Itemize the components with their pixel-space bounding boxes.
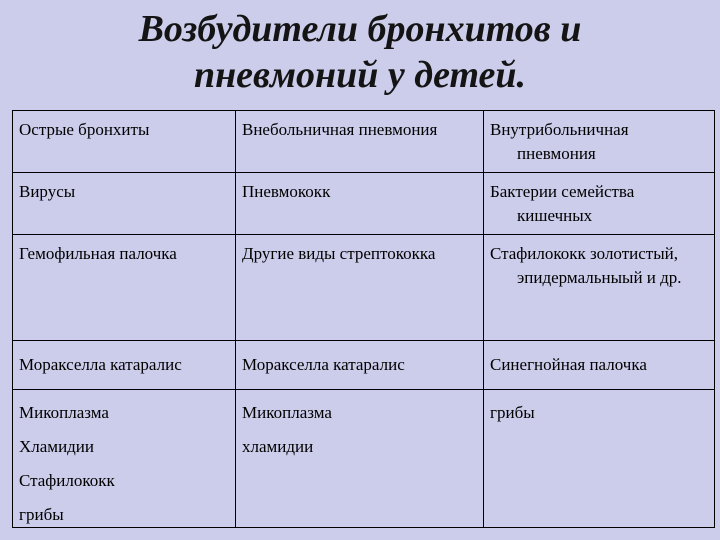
table-cell-list (236, 390, 484, 528)
table-row (13, 341, 715, 390)
list-item: Хламидии (19, 437, 95, 456)
table-row (13, 390, 715, 528)
header-cell-hospital-pneumonia: Внутрибольничная пневмония (484, 111, 715, 173)
table-cell-list (13, 390, 236, 528)
table-cell: Гемофильная палочка (13, 235, 236, 341)
table-cell: Моракселла катаралис (236, 341, 484, 390)
table-cell: Моракселла катаралис (13, 341, 236, 390)
table-row (13, 173, 715, 235)
list-item: Микоплазма (19, 403, 109, 422)
table-cell-list (484, 390, 715, 528)
table-cell: Пневмококк (236, 173, 484, 235)
pathogens-table (12, 110, 715, 528)
header-cell-community-pneumonia: Внебольничная пневмония (236, 111, 484, 173)
table-cell: Другие виды стрептококка (236, 235, 484, 341)
table-cell: Бактерии семейства кишечных (484, 173, 715, 235)
table-cell: Вирусы (13, 173, 236, 235)
table-cell: Стафилококк золотистый, эпидермальныый и др. (484, 235, 715, 341)
table-row (13, 235, 715, 341)
list-item: грибы (490, 403, 535, 422)
slide-title-line-1: Возбудители бронхитов и (138, 8, 582, 50)
header-cell-acute-bronchitis: Острые бронхиты (13, 111, 236, 173)
table-cell: Синегнойная палочка (484, 341, 715, 390)
slide-title-line-2: пневмоний у детей. (193, 54, 527, 96)
list-item: Микоплазма (242, 403, 332, 422)
slide-title (0, 6, 720, 98)
list-item: хламидии (242, 437, 314, 456)
list-item: грибы (19, 505, 64, 524)
list-item: Стафилококк (19, 471, 115, 490)
table-header-row (13, 111, 715, 173)
